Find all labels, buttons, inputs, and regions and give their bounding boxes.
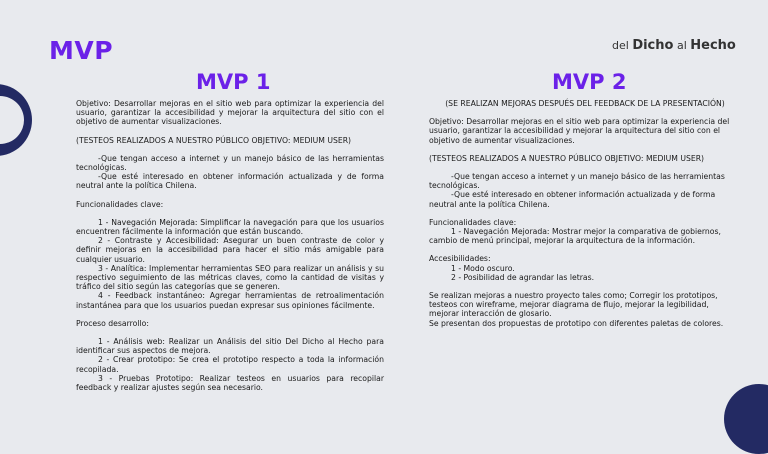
mvp1-proc-1: 1 - Análisis web: Realizar un Análisis del sitio Del Dicho al Hecho para identificar sus aspectos de mejora. — [76, 337, 384, 356]
mvp2-prototypes: Se presentan dos propuestas de prototipo con diferentes paletas de colores. — [429, 318, 724, 328]
mvp2-note: (SE REALIZAN MEJORAS DESPUÉS DEL FEEDBACK DE LA PRESENTACIÓN) — [445, 99, 725, 108]
decorative-circle-right — [724, 384, 768, 454]
mvp2-title: MVP 2 — [552, 70, 627, 94]
mvp2-tests: (TESTEOS REALIZADOS A NUESTRO PÚBLICO OBJETIVO: MEDIUM USER) — [429, 153, 705, 163]
mvp2-accessibility-header: Accesibilidades: — [429, 254, 491, 264]
mvp1-objective: Objetivo: Desarrollar mejoras en el sitio web para optimizar la experiencia del usuario, garantizar la accesibilidad y mejorar la arquitectura del sitio con el objetivo de aumentar visualizaciones. — [76, 99, 384, 127]
mvp1-column — [76, 99, 384, 392]
mvp1-func-2: 2 - Contraste y Accesibilidad: Asegurar un buen contraste de color y definir mejoras en la accesibilidad para hacer el sitio más amigable para cualquier usuario. — [76, 236, 384, 264]
mvp2-func-1: 1 - Navegación Mejorada: Mostrar mejor la comparativa de gobiernos, cambio de menú principal, mejorar la arquitectura de la información. — [429, 227, 721, 246]
mvp1-func-1: 1 - Navegación Mejorada: Simplificar la navegación para que los usuarios encuentren fácilmente la información que están buscando. — [76, 217, 384, 237]
brand-logo — [612, 38, 736, 53]
mvp2-access-2: 2 - Posibilidad de agrandar las letras. — [451, 272, 595, 282]
mvp1-tests: (TESTEOS REALIZADOS A NUESTRO PÚBLICO OBJETIVO: MEDIUM USER) — [76, 135, 352, 145]
brand-word-hecho: Hecho — [690, 38, 736, 53]
brand-word-dicho: Dicho — [632, 38, 674, 53]
mvp2-functionalities-header: Funcionalidades clave: — [429, 217, 517, 227]
mvp2-improvements: Se realizan mejoras a nuestro proyecto tales como; Corregir los prototipos, testeos con wireframe, mejorar diagrama de flujo, mejorar la legibilidad, mejorar interacción de glosario. — [429, 291, 718, 319]
mvp1-func-4: 4 - Feedback instantáneo: Agregar herramientas de retroalimentación instantánea para que los usuarios puedan expresar sus opiniones fácilmente. — [76, 291, 384, 310]
mvp1-func-3: 3 - Analítica: Implementar herramientas SEO para realizar un análisis y su respectivo seguimiento de las métricas claves, como la cantidad de visitas y tráfico del sitio según las categorías que se generen. — [76, 263, 384, 292]
mvp1-proc-2: 2 - Crear prototipo: Se crea el prototipo respecto a toda la información recopilada. — [76, 355, 384, 374]
mvp2-access-1: 1 - Modo oscuro. — [451, 263, 515, 273]
mvp2-column — [429, 99, 741, 328]
mvp1-target-1: -Que tengan acceso a internet y un manejo básico de las herramientas tecnológicas. — [76, 153, 384, 173]
brand-word-al: al — [676, 39, 687, 52]
mvp2-objective: Objetivo: Desarrollar mejoras en el sitio web para optimizar la experiencia del usuario, garantizar la accesibilidad y mejorar la arquitectura del sitio con el objetivo de aumentar visualizaciones. — [429, 117, 730, 145]
mvp1-title: MVP 1 — [196, 70, 271, 94]
mvp2-target-1: -Que tengan acceso a internet y un manejo básico de las herramientas tecnológicas. — [429, 172, 725, 191]
mvp1-target-2: -Que esté interesado en obtener información actualizada y de forma neutral ante la política Chilena. — [76, 172, 384, 191]
mvp2-target-2: -Que esté interesado en obtener información actualizada y de forma neutral ante la política Chilena. — [429, 190, 716, 209]
mvp1-functionalities-header: Funcionalidades clave: — [76, 199, 164, 209]
mvp1-process-header: Proceso desarrollo: — [76, 318, 149, 328]
mvp1-proc-3: 3 - Pruebas Prototipo: Realizar testeos en usuarios para recopilar feedback y realizar ajustes según sea necesario. — [76, 373, 384, 393]
brand-word-del: del — [612, 39, 629, 52]
page-title: MVP — [49, 36, 114, 65]
